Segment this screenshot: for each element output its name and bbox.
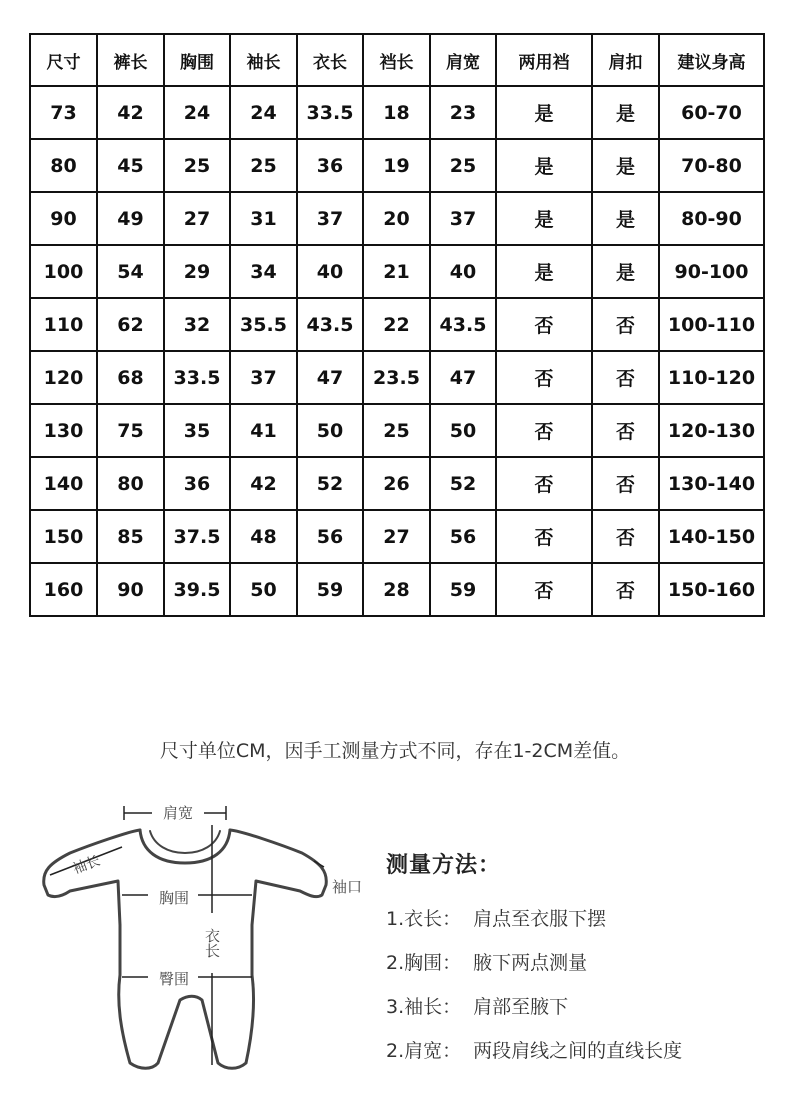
unit-note: 尺寸单位CM，因手工测量方式不同，存在1-2CM差值。 bbox=[159, 740, 631, 762]
table-cell: 80-90 bbox=[659, 192, 764, 245]
cuff-label: 袖口 bbox=[332, 878, 363, 896]
table-cell: 22 bbox=[363, 298, 430, 351]
table-cell: 36 bbox=[297, 139, 363, 192]
table-cell: 39.5 bbox=[164, 563, 230, 616]
column-header: 肩宽 bbox=[430, 34, 496, 86]
column-header: 袖长 bbox=[230, 34, 297, 86]
table-cell: 20 bbox=[363, 192, 430, 245]
length-label: 衣长 bbox=[203, 928, 221, 958]
table-cell: 是 bbox=[592, 192, 659, 245]
table-cell: 否 bbox=[592, 563, 659, 616]
hip-label: 臀围 bbox=[158, 970, 190, 988]
table-cell: 52 bbox=[430, 457, 496, 510]
column-header: 肩扣 bbox=[592, 34, 659, 86]
table-cell: 60-70 bbox=[659, 86, 764, 139]
table-cell: 59 bbox=[430, 563, 496, 616]
table-row bbox=[30, 245, 764, 298]
table-row bbox=[30, 563, 764, 616]
table-cell: 140-150 bbox=[659, 510, 764, 563]
table-cell: 31 bbox=[230, 192, 297, 245]
table-header-row bbox=[30, 34, 764, 86]
table-cell: 是 bbox=[592, 245, 659, 298]
method-list bbox=[386, 897, 682, 1073]
table-cell: 是 bbox=[496, 86, 592, 139]
table-cell: 否 bbox=[496, 510, 592, 563]
shoulder-label: 肩宽 bbox=[162, 804, 194, 822]
table-cell: 37 bbox=[297, 192, 363, 245]
table-cell: 130 bbox=[30, 404, 97, 457]
romper-diagram bbox=[30, 795, 370, 1095]
table-cell: 28 bbox=[363, 563, 430, 616]
table-cell: 25 bbox=[363, 404, 430, 457]
table-cell: 37 bbox=[230, 351, 297, 404]
table-cell: 75 bbox=[97, 404, 164, 457]
table-cell: 150 bbox=[30, 510, 97, 563]
table-cell: 100-110 bbox=[659, 298, 764, 351]
table-cell: 50 bbox=[430, 404, 496, 457]
table-cell: 21 bbox=[363, 245, 430, 298]
table-cell: 25 bbox=[230, 139, 297, 192]
table-cell: 68 bbox=[97, 351, 164, 404]
table-cell: 否 bbox=[496, 351, 592, 404]
table-cell: 47 bbox=[430, 351, 496, 404]
column-header: 裤长 bbox=[97, 34, 164, 86]
table-row bbox=[30, 351, 764, 404]
table-cell: 23.5 bbox=[363, 351, 430, 404]
table-cell: 否 bbox=[592, 298, 659, 351]
table-cell: 37 bbox=[430, 192, 496, 245]
table-cell: 52 bbox=[297, 457, 363, 510]
table-cell: 62 bbox=[97, 298, 164, 351]
table-cell: 35 bbox=[164, 404, 230, 457]
table-cell: 120-130 bbox=[659, 404, 764, 457]
table-cell: 27 bbox=[363, 510, 430, 563]
method-item-name: 袖长： bbox=[404, 996, 462, 1018]
table-cell: 否 bbox=[496, 404, 592, 457]
table-cell: 32 bbox=[164, 298, 230, 351]
table-cell: 否 bbox=[592, 510, 659, 563]
table-row bbox=[30, 86, 764, 139]
table-cell: 27 bbox=[164, 192, 230, 245]
method-title: 测量方法： bbox=[386, 853, 502, 878]
table-cell: 25 bbox=[164, 139, 230, 192]
table-cell: 56 bbox=[430, 510, 496, 563]
table-cell: 40 bbox=[430, 245, 496, 298]
table-cell: 70-80 bbox=[659, 139, 764, 192]
table-row bbox=[30, 192, 764, 245]
method-item bbox=[386, 897, 682, 941]
table-cell: 160 bbox=[30, 563, 97, 616]
table-cell: 56 bbox=[297, 510, 363, 563]
table-cell: 否 bbox=[592, 351, 659, 404]
column-header: 衣长 bbox=[297, 34, 363, 86]
table-cell: 110-120 bbox=[659, 351, 764, 404]
chest-label: 胸围 bbox=[158, 889, 190, 907]
table-cell: 否 bbox=[496, 563, 592, 616]
table-cell: 33.5 bbox=[297, 86, 363, 139]
table-cell: 140 bbox=[30, 457, 97, 510]
table-cell: 47 bbox=[297, 351, 363, 404]
method-item-name: 胸围： bbox=[404, 952, 462, 974]
method-item-name: 衣长： bbox=[404, 908, 462, 930]
sleeve-label: 袖长 bbox=[70, 852, 103, 878]
table-cell: 90-100 bbox=[659, 245, 764, 298]
table-row bbox=[30, 457, 764, 510]
table-cell: 100 bbox=[30, 245, 97, 298]
table-body bbox=[30, 86, 764, 616]
table-cell: 37.5 bbox=[164, 510, 230, 563]
method-item-number: 2. bbox=[386, 952, 405, 974]
table-row bbox=[30, 298, 764, 351]
table-cell: 是 bbox=[592, 86, 659, 139]
table-cell: 否 bbox=[592, 404, 659, 457]
table-cell: 110 bbox=[30, 298, 97, 351]
measurement-method bbox=[386, 848, 682, 1073]
table-row bbox=[30, 139, 764, 192]
method-item-number: 2. bbox=[386, 1040, 405, 1062]
table-cell: 18 bbox=[363, 86, 430, 139]
table-cell: 否 bbox=[496, 457, 592, 510]
table-row bbox=[30, 404, 764, 457]
table-cell: 130-140 bbox=[659, 457, 764, 510]
table-cell: 42 bbox=[230, 457, 297, 510]
table-cell: 34 bbox=[230, 245, 297, 298]
table-cell: 24 bbox=[230, 86, 297, 139]
table-cell: 33.5 bbox=[164, 351, 230, 404]
table-cell: 49 bbox=[97, 192, 164, 245]
table-cell: 45 bbox=[97, 139, 164, 192]
table-cell: 90 bbox=[97, 563, 164, 616]
method-item bbox=[386, 1029, 682, 1073]
table-cell: 42 bbox=[97, 86, 164, 139]
table-cell: 35.5 bbox=[230, 298, 297, 351]
table-cell: 50 bbox=[297, 404, 363, 457]
method-item-name: 肩宽： bbox=[404, 1040, 462, 1062]
table-cell: 41 bbox=[230, 404, 297, 457]
table-cell: 23 bbox=[430, 86, 496, 139]
table-cell: 40 bbox=[297, 245, 363, 298]
table-cell: 是 bbox=[496, 192, 592, 245]
table-cell: 43.5 bbox=[430, 298, 496, 351]
table-cell: 43.5 bbox=[297, 298, 363, 351]
method-item-desc: 腋下两点测量 bbox=[473, 952, 588, 974]
method-item-number: 3. bbox=[386, 996, 405, 1018]
method-item-number: 1. bbox=[386, 908, 405, 930]
table-cell: 50 bbox=[230, 563, 297, 616]
method-item-desc: 肩点至衣服下摆 bbox=[473, 908, 607, 930]
table-cell: 是 bbox=[496, 139, 592, 192]
column-header: 裆长 bbox=[363, 34, 430, 86]
size-table bbox=[29, 33, 765, 617]
method-item bbox=[386, 985, 682, 1029]
method-item-desc: 肩部至腋下 bbox=[473, 996, 569, 1018]
table-cell: 80 bbox=[97, 457, 164, 510]
column-header: 尺寸 bbox=[30, 34, 97, 86]
table-cell: 54 bbox=[97, 245, 164, 298]
table-cell: 19 bbox=[363, 139, 430, 192]
table-cell: 否 bbox=[592, 457, 659, 510]
table-cell: 73 bbox=[30, 86, 97, 139]
method-item bbox=[386, 941, 682, 985]
table-cell: 80 bbox=[30, 139, 97, 192]
table-row bbox=[30, 510, 764, 563]
table-cell: 85 bbox=[97, 510, 164, 563]
column-header: 两用裆 bbox=[496, 34, 592, 86]
table-cell: 24 bbox=[164, 86, 230, 139]
table-cell: 25 bbox=[430, 139, 496, 192]
table-cell: 是 bbox=[592, 139, 659, 192]
table-cell: 36 bbox=[164, 457, 230, 510]
collar-inner bbox=[150, 831, 220, 853]
table-cell: 26 bbox=[363, 457, 430, 510]
table-cell: 48 bbox=[230, 510, 297, 563]
table-cell: 150-160 bbox=[659, 563, 764, 616]
table-cell: 否 bbox=[496, 298, 592, 351]
table-cell: 59 bbox=[297, 563, 363, 616]
table-cell: 29 bbox=[164, 245, 230, 298]
collar bbox=[140, 830, 230, 863]
column-header: 胸围 bbox=[164, 34, 230, 86]
column-header: 建议身高 bbox=[659, 34, 764, 86]
method-item-desc: 两段肩线之间的直线长度 bbox=[473, 1040, 683, 1062]
table-cell: 是 bbox=[496, 245, 592, 298]
table-cell: 90 bbox=[30, 192, 97, 245]
table-cell: 120 bbox=[30, 351, 97, 404]
